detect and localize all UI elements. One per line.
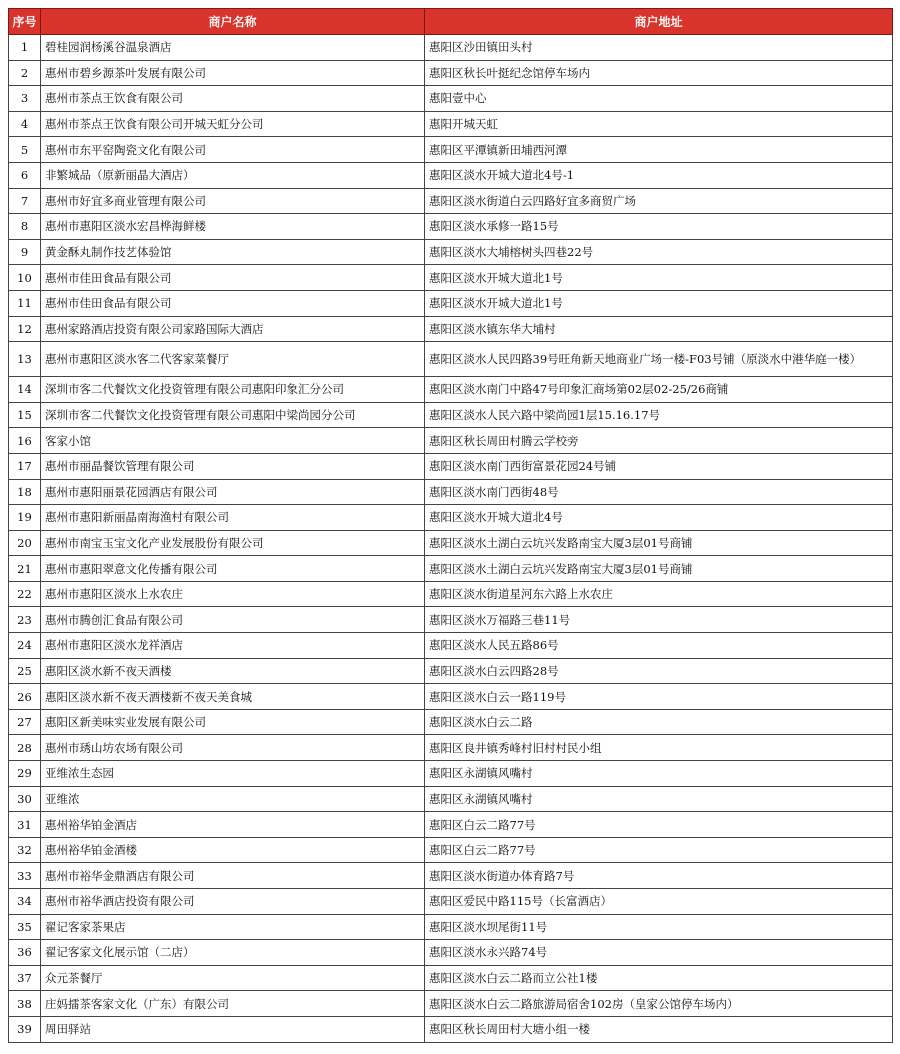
merchant-name-cell: 惠州市腾创汇食品有限公司	[41, 607, 425, 633]
merchant-address-cell: 惠阳区淡水南门中路47号印象汇商场第02层02-25/26商铺	[425, 377, 893, 403]
table-row	[9, 658, 893, 684]
merchant-name-cell: 惠州裕华铂金酒楼	[41, 837, 425, 863]
merchant-address-cell: 惠阳区秋长周田村腾云学校旁	[425, 428, 893, 454]
merchant-name-cell: 惠州裕华铂金酒店	[41, 812, 425, 838]
table-row	[9, 453, 893, 479]
merchant-name-cell: 惠州市佳田食品有限公司	[41, 290, 425, 316]
merchant-address-cell: 惠阳区秋长叶挺纪念馆停车场内	[425, 60, 893, 86]
table-row	[9, 812, 893, 838]
table-row	[9, 265, 893, 291]
table-row	[9, 162, 893, 188]
table-row	[9, 342, 893, 377]
merchant-address-cell: 惠阳区淡水土湖白云坑兴发路南宝大厦3层01号商铺	[425, 530, 893, 556]
row-index-cell: 26	[9, 684, 41, 710]
merchant-address-cell: 惠阳区淡水人民五路86号	[425, 633, 893, 659]
row-index-cell: 6	[9, 162, 41, 188]
merchant-name-cell: 惠州市惠阳丽景花园酒店有限公司	[41, 479, 425, 505]
merchant-address-cell: 惠阳区淡水人民四路39号旺角新天地商业广场一楼-F03号铺（原淡水中港华庭一楼）	[425, 342, 893, 377]
merchant-address-cell: 惠阳区淡水街道白云四路好宜多商贸广场	[425, 188, 893, 214]
row-index-cell: 31	[9, 812, 41, 838]
merchant-address-cell: 惠阳区淡水南门西街48号	[425, 479, 893, 505]
merchant-address-cell: 惠阳区淡水开城大道北4号	[425, 505, 893, 531]
table-row	[9, 735, 893, 761]
merchant-name-cell: 惠州市惠阳区淡水宏昌桦海鲜楼	[41, 214, 425, 240]
merchant-address-cell: 惠阳区淡水人民六路中梁尚园1层15.16.17号	[425, 402, 893, 428]
merchant-name-cell: 黄金酥丸制作技艺体验馆	[41, 239, 425, 265]
merchant-name-cell: 非繁城品（原新丽晶大酒店）	[41, 162, 425, 188]
row-index-cell: 35	[9, 914, 41, 940]
merchant-name-cell: 惠州市惠阳区淡水客二代客家菜餐厅	[41, 342, 425, 377]
row-index-cell: 27	[9, 709, 41, 735]
row-index-cell: 5	[9, 137, 41, 163]
table-row	[9, 709, 893, 735]
row-index-cell: 38	[9, 991, 41, 1017]
table-row	[9, 505, 893, 531]
table-row	[9, 402, 893, 428]
table-body	[9, 35, 893, 1043]
row-index-cell: 4	[9, 111, 41, 137]
merchant-address-cell: 惠阳区淡水开城大道北1号	[425, 265, 893, 291]
merchant-name-cell: 惠州市茶点王饮食有限公司	[41, 86, 425, 112]
merchant-address-cell: 惠阳区永湖镇风嘴村	[425, 761, 893, 787]
row-index-cell: 29	[9, 761, 41, 787]
table-row	[9, 111, 893, 137]
merchant-address-cell: 惠阳区淡水开城大道北4号-1	[425, 162, 893, 188]
merchant-address-cell: 惠阳区淡水白云四路28号	[425, 658, 893, 684]
merchant-address-cell: 惠阳区淡水大埔榕树头四巷22号	[425, 239, 893, 265]
table-header-row	[9, 9, 893, 35]
merchant-address-cell: 惠阳区淡水承修一路15号	[425, 214, 893, 240]
row-index-cell: 16	[9, 428, 41, 454]
table-row	[9, 786, 893, 812]
merchant-name-cell: 庄妈擂茶客家文化（广东）有限公司	[41, 991, 425, 1017]
table-row	[9, 214, 893, 240]
merchant-name-cell: 碧桂园润杨溪谷温泉酒店	[41, 35, 425, 61]
merchant-address-cell: 惠阳区淡水街道办体育路7号	[425, 863, 893, 889]
merchant-name-cell: 惠阳区新美味实业发展有限公司	[41, 709, 425, 735]
merchant-name-cell: 惠州市裕华金鼎酒店有限公司	[41, 863, 425, 889]
header-merchant-address: 商户地址	[425, 9, 893, 35]
merchant-name-cell: 惠州市惠阳新丽晶南海渔村有限公司	[41, 505, 425, 531]
merchant-address-cell: 惠阳区淡水白云二路	[425, 709, 893, 735]
row-index-cell: 14	[9, 377, 41, 403]
row-index-cell: 34	[9, 889, 41, 915]
merchant-address-cell: 惠阳区白云二路77号	[425, 812, 893, 838]
table-row	[9, 530, 893, 556]
row-index-cell: 24	[9, 633, 41, 659]
table-row	[9, 607, 893, 633]
row-index-cell: 25	[9, 658, 41, 684]
merchant-name-cell: 惠阳区淡水新不夜天酒楼	[41, 658, 425, 684]
merchant-name-cell: 亚维浓生态园	[41, 761, 425, 787]
merchant-address-cell: 惠阳区秋长周田村大塘小组一楼	[425, 1016, 893, 1042]
table-row	[9, 684, 893, 710]
merchant-name-cell: 惠州市惠阳区淡水上水农庄	[41, 581, 425, 607]
row-index-cell: 15	[9, 402, 41, 428]
merchant-name-cell: 周田驿站	[41, 1016, 425, 1042]
row-index-cell: 1	[9, 35, 41, 61]
row-index-cell: 30	[9, 786, 41, 812]
merchant-name-cell: 惠阳区淡水新不夜天酒楼新不夜天美食城	[41, 684, 425, 710]
merchant-name-cell: 惠州市裕华酒店投资有限公司	[41, 889, 425, 915]
header-merchant-name: 商户名称	[41, 9, 425, 35]
merchant-address-cell: 惠阳区沙田镇田头村	[425, 35, 893, 61]
table-row	[9, 60, 893, 86]
table-row	[9, 940, 893, 966]
row-index-cell: 13	[9, 342, 41, 377]
row-index-cell: 21	[9, 556, 41, 582]
merchant-address-cell: 惠阳开城天虹	[425, 111, 893, 137]
merchant-name-cell: 惠州市惠阳翠意文化传播有限公司	[41, 556, 425, 582]
table-row	[9, 633, 893, 659]
merchant-address-cell: 惠阳区淡水街道星河东六路上水农庄	[425, 581, 893, 607]
table-row	[9, 377, 893, 403]
merchant-address-cell: 惠阳区永湖镇风嘴村	[425, 786, 893, 812]
row-index-cell: 39	[9, 1016, 41, 1042]
merchant-name-cell: 惠州市丽晶餐饮管理有限公司	[41, 453, 425, 479]
table-row	[9, 479, 893, 505]
row-index-cell: 3	[9, 86, 41, 112]
row-index-cell: 10	[9, 265, 41, 291]
table-row	[9, 290, 893, 316]
row-index-cell: 33	[9, 863, 41, 889]
merchant-name-cell: 惠州市碧乡源茶叶发展有限公司	[41, 60, 425, 86]
merchant-address-cell: 惠阳区白云二路77号	[425, 837, 893, 863]
table-row	[9, 581, 893, 607]
merchant-address-cell: 惠阳区淡水白云二路而立公社1楼	[425, 965, 893, 991]
row-index-cell: 23	[9, 607, 41, 633]
table-row	[9, 837, 893, 863]
merchant-address-cell: 惠阳区淡水白云一路119号	[425, 684, 893, 710]
merchant-name-cell: 众元茶餐厅	[41, 965, 425, 991]
merchant-name-cell: 惠州市好宜多商业管理有限公司	[41, 188, 425, 214]
merchant-name-cell: 翟记客家文化展示馆（二店）	[41, 940, 425, 966]
table-row	[9, 761, 893, 787]
table-row	[9, 137, 893, 163]
merchant-address-cell: 惠阳区淡水白云二路旅游局宿舍102房（皇家公馆停车场内）	[425, 991, 893, 1017]
table-row	[9, 556, 893, 582]
row-index-cell: 12	[9, 316, 41, 342]
merchant-name-cell: 亚维浓	[41, 786, 425, 812]
row-index-cell: 28	[9, 735, 41, 761]
row-index-cell: 22	[9, 581, 41, 607]
merchant-name-cell: 深圳市客二代餐饮文化投资管理有限公司惠阳中梁尚园分公司	[41, 402, 425, 428]
merchant-name-cell: 客家小馆	[41, 428, 425, 454]
merchant-name-cell: 惠州市东平窑陶瓷文化有限公司	[41, 137, 425, 163]
row-index-cell: 20	[9, 530, 41, 556]
row-index-cell: 8	[9, 214, 41, 240]
merchant-address-cell: 惠阳区淡水土湖白云坑兴发路南宝大厦3层01号商铺	[425, 556, 893, 582]
merchant-table	[8, 8, 893, 1043]
row-index-cell: 18	[9, 479, 41, 505]
table-row	[9, 991, 893, 1017]
merchant-address-cell: 惠阳区淡水镇东华大埔村	[425, 316, 893, 342]
row-index-cell: 19	[9, 505, 41, 531]
table-row	[9, 428, 893, 454]
row-index-cell: 32	[9, 837, 41, 863]
merchant-address-cell: 惠阳区平潭镇新田埔西河潭	[425, 137, 893, 163]
row-index-cell: 7	[9, 188, 41, 214]
table-row	[9, 1016, 893, 1042]
table-row	[9, 863, 893, 889]
merchant-name-cell: 惠州市茶点王饮食有限公司开城天虹分公司	[41, 111, 425, 137]
row-index-cell: 2	[9, 60, 41, 86]
table-row	[9, 914, 893, 940]
table-row	[9, 35, 893, 61]
merchant-address-cell: 惠阳区淡水南门西街富景花园24号铺	[425, 453, 893, 479]
merchant-name-cell: 惠州市南宝玉宝文化产业发展股份有限公司	[41, 530, 425, 556]
merchant-address-cell: 惠阳区淡水坝尾街11号	[425, 914, 893, 940]
header-index: 序号	[9, 9, 41, 35]
merchant-address-cell: 惠阳区淡水万福路三巷11号	[425, 607, 893, 633]
row-index-cell: 9	[9, 239, 41, 265]
merchant-name-cell: 翟记客家茶果店	[41, 914, 425, 940]
merchant-name-cell: 惠州市琇山坊农场有限公司	[41, 735, 425, 761]
table-row	[9, 86, 893, 112]
merchant-address-cell: 惠阳区淡水开城大道北1号	[425, 290, 893, 316]
table-row	[9, 188, 893, 214]
row-index-cell: 37	[9, 965, 41, 991]
merchant-name-cell: 惠州家路酒店投资有限公司家路国际大酒店	[41, 316, 425, 342]
table-row	[9, 316, 893, 342]
row-index-cell: 17	[9, 453, 41, 479]
merchant-name-cell: 深圳市客二代餐饮文化投资管理有限公司惠阳印象汇分公司	[41, 377, 425, 403]
merchant-address-cell: 惠阳壹中心	[425, 86, 893, 112]
merchant-name-cell: 惠州市佳田食品有限公司	[41, 265, 425, 291]
table-row	[9, 239, 893, 265]
merchant-name-cell: 惠州市惠阳区淡水龙祥酒店	[41, 633, 425, 659]
row-index-cell: 11	[9, 290, 41, 316]
table-row	[9, 965, 893, 991]
merchant-address-cell: 惠阳区淡水永兴路74号	[425, 940, 893, 966]
table-row	[9, 889, 893, 915]
row-index-cell: 36	[9, 940, 41, 966]
merchant-address-cell: 惠阳区良井镇秀峰村旧村村民小组	[425, 735, 893, 761]
merchant-address-cell: 惠阳区爱民中路115号（长富酒店）	[425, 889, 893, 915]
